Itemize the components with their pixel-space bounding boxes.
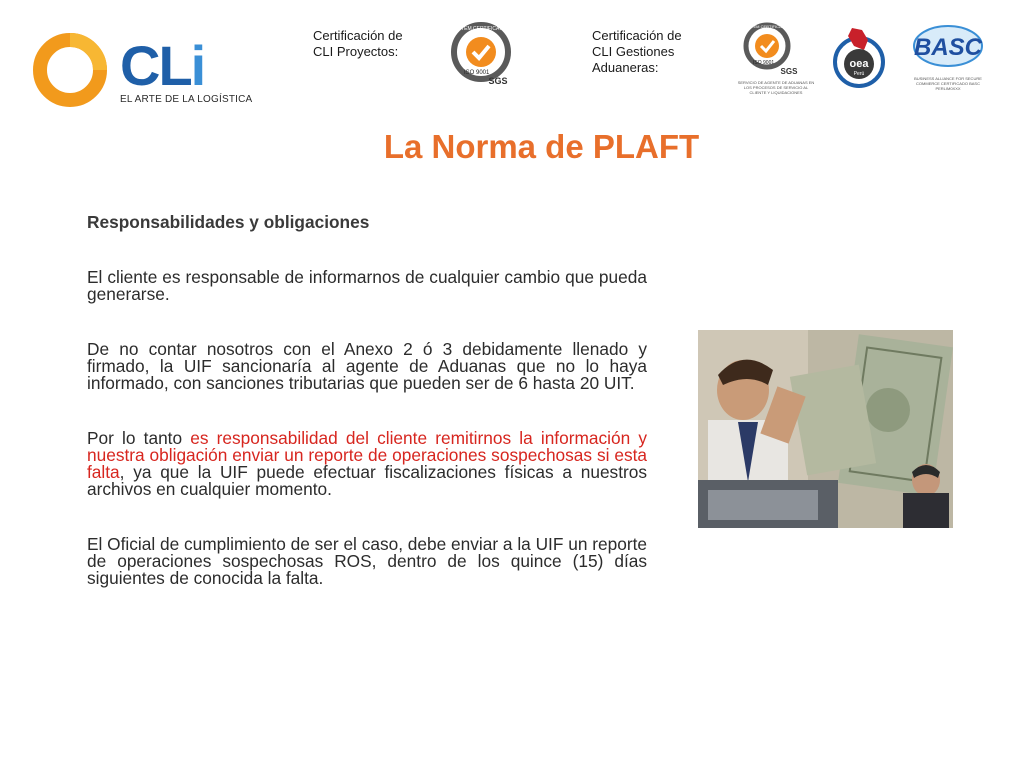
paragraph-1: El cliente es responsable de informarnos de cualquier cambio que pueda generarse. xyxy=(87,267,647,304)
sgs-caption: SERVICIO DE AGENTE DE ADUANAS EN LOS PROCESOS DE SERVICIO AL CLIENTE Y LIQUIDACIONES xyxy=(737,80,815,95)
svg-text:SYSTEM CERTIFICATION: SYSTEM CERTIFICATION xyxy=(743,24,791,29)
svg-text:oea: oea xyxy=(849,58,869,70)
cert-proyectos-label: Certificación de CLI Proyectos: xyxy=(313,28,403,59)
stressed-businessmen-photo xyxy=(698,330,953,528)
cli-wordmark: CLi xyxy=(120,34,205,97)
svg-text:ISO 9001: ISO 9001 xyxy=(753,60,775,66)
oea-peru-badge xyxy=(830,24,888,90)
svg-text:Perú: Perú xyxy=(853,71,865,77)
cert-gestiones-label: Certificación de CLI Gestiones Aduaneras: xyxy=(592,28,682,75)
paragraph-4: El Oficial de cumplimiento de ser el caso, debe enviar a la UIF un reporte de operaciones sospechosas ROS, dentro de los quince (15) días siguientes de conocida la falta. xyxy=(87,534,647,588)
page-title: La Norma de PLAFT xyxy=(383,128,700,165)
sgs-iso-badge xyxy=(446,22,516,88)
svg-text:SYSTEM CERTIFICATION: SYSTEM CERTIFICATION xyxy=(451,26,511,32)
cli-logo xyxy=(24,24,253,120)
svg-text:SGS: SGS xyxy=(488,76,508,86)
money-stress-illustration xyxy=(698,330,953,528)
logo-tagline: EL ARTE DE LA LOGÍSTICA xyxy=(120,94,253,105)
highlight-text: es responsabilidad del cliente remitirnos la información y nuestra obligación enviar un reporte de operaciones sospechosas si esta falta xyxy=(87,428,647,482)
paragraph-3: Por lo tanto es responsabilidad del cliente remitirnos la información y nuestra obligación enviar un reporte de operaciones sospechosas si esta falta, ya que la UIF puede efectuar fiscalizaciones físicas a nuestros archivos en cualquier momento. xyxy=(87,428,647,499)
svg-text:BASC: BASC xyxy=(913,34,983,61)
body-content xyxy=(87,214,647,625)
svg-text:SGS: SGS xyxy=(780,67,798,76)
oea-seal-icon xyxy=(830,24,888,90)
svg-text:ISO 9001: ISO 9001 xyxy=(464,70,490,76)
basc-badge xyxy=(906,22,990,92)
sgs-seal-icon xyxy=(446,22,516,88)
basc-caption: BUSINESS ALLIANCE FOR SECURE COMMERCE CERTIFICADO BASC PERLIM0XXX xyxy=(914,76,982,91)
basc-globe-icon xyxy=(906,22,990,78)
sgs-seal-icon xyxy=(737,22,815,80)
section-subtitle: Responsabilidades y obligaciones xyxy=(87,212,370,232)
sgs-iso-badge-aduanas xyxy=(737,22,815,95)
cli-ring-icon xyxy=(24,24,120,120)
paragraph-2: De no contar nosotros con el Anexo 2 ó 3 debidamente llenado y firmado, la UIF sancionaría al agente de Aduanas que no lo haya informado, con sanciones tributarias que pueden ser de 6 hasta 20 UIT. xyxy=(87,339,647,393)
